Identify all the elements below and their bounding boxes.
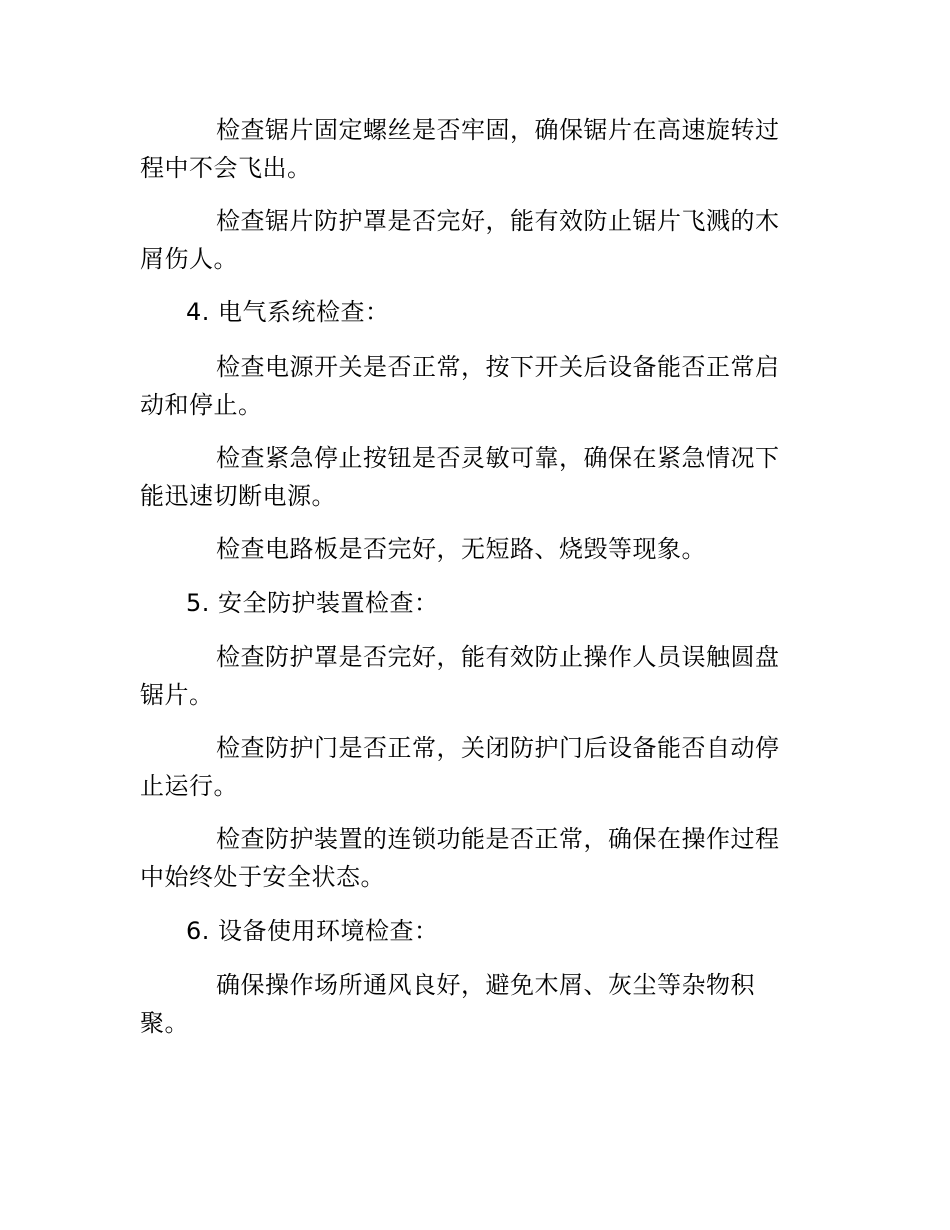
paragraph-line: 动和停止。 — [140, 391, 263, 419]
paragraph-line: 止运行。 — [140, 772, 238, 800]
paragraph-line: 检查锯片防护罩是否完好，能有效防止锯片飞溅的木 — [216, 207, 780, 235]
paragraph-line: 检查电源开关是否正常，按下开关后设备能否正常启 — [216, 353, 780, 381]
section-heading-environment: 6. 设备使用环境检查： — [186, 917, 439, 945]
section-heading-safety-devices: 5. 安全防护装置检查： — [186, 589, 439, 617]
paragraph-line: 锯片。 — [140, 681, 214, 709]
paragraph-line: 检查锯片固定螺丝是否牢固，确保锯片在高速旋转过 — [216, 116, 780, 144]
paragraph-line: 屑伤人。 — [140, 245, 238, 273]
paragraph-ventilation — [140, 966, 790, 1042]
paragraph-line: 聚。 — [140, 1009, 189, 1037]
paragraph-line: 检查防护门是否正常，关闭防护门后设备能否自动停 — [216, 734, 780, 762]
paragraph-line: 检查防护装置的连锁功能是否正常，确保在操作过程 — [216, 825, 780, 853]
paragraph-line: 中始终处于安全状态。 — [140, 863, 385, 891]
paragraph-line: 能迅速切断电源。 — [140, 482, 336, 510]
section-heading-electrical: 4. 电气系统检查： — [186, 298, 390, 326]
paragraph-line: 检查紧急停止按钮是否灵敏可靠，确保在紧急情况下 — [216, 444, 780, 472]
paragraph-saw-blade-guard — [140, 202, 790, 278]
paragraph-interlock — [140, 820, 790, 896]
paragraph-circuit-board — [140, 530, 790, 568]
paragraph-line: 程中不会飞出。 — [140, 154, 312, 182]
paragraph-protective-door — [140, 729, 790, 805]
paragraph-power-switch — [140, 348, 790, 424]
paragraph-emergency-stop — [140, 439, 790, 515]
paragraph-line: 确保操作场所通风良好，避免木屑、灰尘等杂物积 — [216, 971, 755, 999]
paragraph-line: 检查防护罩是否完好，能有效防止操作人员误触圆盘 — [216, 643, 780, 671]
paragraph-saw-blade-screws — [140, 111, 790, 187]
paragraph-line: 检查电路板是否完好，无短路、烧毁等现象。 — [216, 535, 706, 563]
paragraph-protective-cover — [140, 638, 790, 714]
